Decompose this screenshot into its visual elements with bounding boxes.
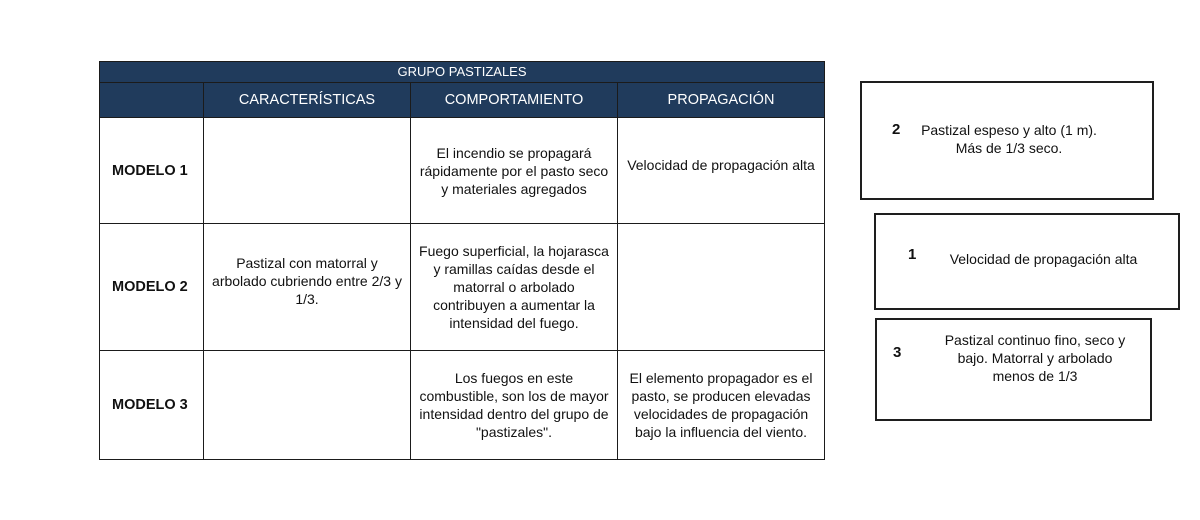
table-row-modelo-2 — [100, 224, 825, 351]
answer-box-3 — [875, 318, 1152, 421]
box-text: Velocidad de propagación alta — [949, 251, 1138, 267]
propagacion-cell: El elemento propagador es el pasto, se producen elevadas velocidades de propagación bajo la influencia del viento. — [618, 351, 825, 460]
answer-box-2 — [860, 81, 1154, 200]
box-number: 2 — [892, 121, 901, 138]
model-label: MODELO 2 — [100, 224, 204, 351]
propagacion-cell: Velocidad de propagación alta — [618, 118, 825, 224]
pastizales-table — [99, 61, 825, 460]
model-label: MODELO 3 — [100, 351, 204, 460]
column-header-empty — [100, 83, 204, 118]
group-title: GRUPO PASTIZALES — [100, 62, 825, 83]
propagacion-cell — [618, 224, 825, 351]
box-number: 3 — [893, 344, 902, 361]
column-header-row — [100, 83, 825, 118]
answer-box-1 — [874, 213, 1180, 310]
table-row-modelo-1 — [100, 118, 825, 224]
caracteristicas-cell — [204, 118, 411, 224]
comportamiento-cell: Los fuegos en este combustible, son los de mayor intensidad dentro del grupo de "pastizales". — [411, 351, 618, 460]
group-header-row — [100, 62, 825, 83]
caracteristicas-cell — [204, 351, 411, 460]
box-text: Pastizal espeso y alto (1 m). Más de 1/3 seco. — [921, 122, 1097, 156]
box-text: Pastizal continuo fino, seco y bajo. Matorral y arbolado menos de 1/3 — [944, 332, 1126, 384]
column-header-comportamiento: COMPORTAMIENTO — [411, 83, 618, 118]
column-header-propagacion: PROPAGACIÓN — [618, 83, 825, 118]
box-number: 1 — [908, 246, 917, 263]
caracteristicas-cell: Pastizal con matorral y arbolado cubriendo entre 2/3 y 1/3. — [204, 224, 411, 351]
column-header-caracteristicas: CARACTERÍSTICAS — [204, 83, 411, 118]
comportamiento-cell: Fuego superficial, la hojarasca y ramillas caídas desde el matorral o arbolado contribuyen a aumentar la intensidad del fuego. — [411, 224, 618, 351]
table-row-modelo-3 — [100, 351, 825, 460]
model-label: MODELO 1 — [100, 118, 204, 224]
comportamiento-cell: El incendio se propagará rápidamente por el pasto seco y materiales agregados — [411, 118, 618, 224]
